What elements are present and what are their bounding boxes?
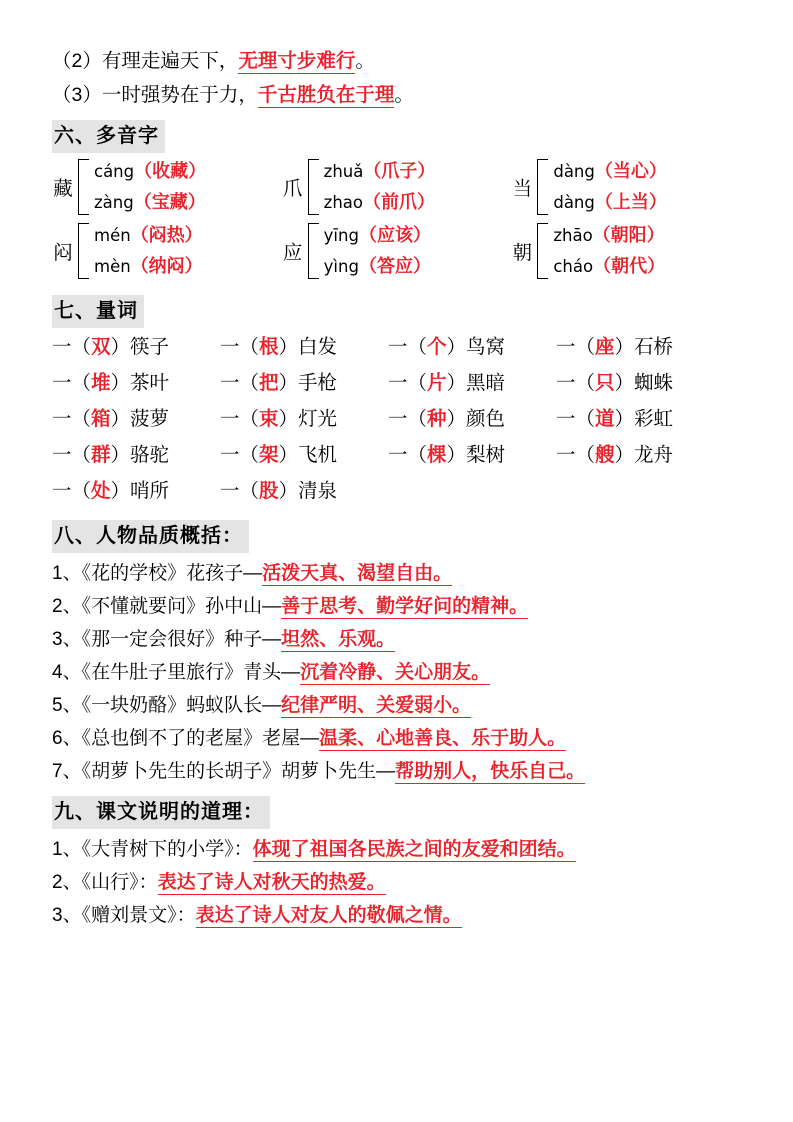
liangci-post: ）清泉 bbox=[278, 480, 338, 502]
liangci-word: 群 bbox=[91, 444, 111, 466]
item-number: 2、 bbox=[52, 596, 82, 617]
duoyinzi-reading bbox=[94, 190, 206, 215]
liangci-item bbox=[220, 332, 388, 362]
item-text: 《不懂就要问》孙中山— bbox=[81, 596, 282, 617]
pinyin: mèn bbox=[94, 257, 131, 276]
sentence-answer: 无理寸步难行 bbox=[238, 50, 356, 72]
liangci-item bbox=[52, 476, 220, 506]
liangci-post: ）骆驼 bbox=[110, 444, 170, 466]
item-text: 《花的学校》花孩子— bbox=[81, 563, 263, 584]
duoyinzi-word: （收藏） bbox=[134, 161, 207, 181]
duoyinzi-reading bbox=[324, 223, 431, 248]
sentence-prefix: （2）有理走遍天下， bbox=[52, 50, 239, 72]
duoyinzi-item bbox=[282, 159, 512, 215]
liangci-word: 棵 bbox=[427, 444, 447, 466]
item-answer: 坦然、乐观。 bbox=[281, 629, 396, 650]
pinyin: zhao bbox=[323, 193, 363, 212]
duoyinzi-row bbox=[52, 159, 741, 215]
item-answer: 纪律严明、关爱弱小。 bbox=[281, 695, 472, 716]
item-number: 5、 bbox=[52, 695, 82, 716]
liangci-pre: 一（ bbox=[220, 480, 260, 502]
liangci-post: ）鸟窝 bbox=[446, 336, 506, 358]
liangci-word: 双 bbox=[91, 336, 111, 358]
item-answer: 帮助别人，快乐自己。 bbox=[395, 761, 586, 782]
pinyin: zhuǎ bbox=[323, 162, 364, 181]
liangci-post: ）白发 bbox=[278, 336, 338, 358]
pinyin: mén bbox=[94, 226, 131, 245]
duoyinzi-item bbox=[52, 223, 282, 279]
liangci-pre: 一（ bbox=[52, 336, 92, 358]
pinyin: yīng bbox=[323, 226, 359, 245]
item-number: 2、 bbox=[52, 872, 82, 893]
liangci-post: ）飞机 bbox=[278, 444, 338, 466]
liangci-post: ）哨所 bbox=[110, 480, 170, 502]
liangci-item bbox=[556, 404, 724, 434]
duoyinzi-reading bbox=[553, 223, 665, 248]
liangci-pre: 一（ bbox=[388, 336, 428, 358]
daoli-item bbox=[52, 833, 741, 866]
duoyinzi-reading bbox=[324, 190, 436, 215]
liangci-pre: 一（ bbox=[52, 444, 92, 466]
section-heading-liangci: 七、量词 bbox=[52, 295, 144, 328]
liangci-row bbox=[52, 368, 741, 398]
liangci-pre: 一（ bbox=[220, 336, 260, 358]
liangci-word: 座 bbox=[595, 336, 615, 358]
brace-icon bbox=[78, 223, 89, 279]
duoyinzi-reading bbox=[94, 223, 203, 248]
liangci-word: 根 bbox=[259, 336, 279, 358]
liangci-post: ）彩虹 bbox=[614, 408, 674, 430]
liangci-post: ）茶叶 bbox=[110, 372, 170, 394]
item-answer: 温柔、心地善良、乐于助人。 bbox=[319, 728, 567, 749]
duoyinzi-word: （纳闷） bbox=[130, 256, 203, 276]
liangci-word: 束 bbox=[259, 408, 279, 430]
liangci-item bbox=[388, 368, 556, 398]
brace-icon bbox=[537, 159, 548, 215]
liangci-row bbox=[52, 440, 741, 470]
pinyin: dàng bbox=[553, 193, 595, 212]
item-number: 1、 bbox=[52, 563, 82, 584]
sentence-suffix: 。 bbox=[394, 84, 414, 106]
duoyinzi-item bbox=[52, 159, 282, 215]
brace-icon bbox=[537, 223, 548, 279]
item-answer: 活泼天真、渴望自由。 bbox=[262, 563, 453, 584]
liangci-block bbox=[52, 332, 741, 506]
liangci-post: ）颜色 bbox=[446, 408, 506, 430]
brace-icon bbox=[308, 159, 319, 215]
liangci-post: ）蜘蛛 bbox=[614, 372, 674, 394]
renwu-block bbox=[52, 557, 741, 788]
liangci-post: ）菠萝 bbox=[110, 408, 170, 430]
liangci-post: ）灯光 bbox=[278, 408, 338, 430]
liangci-pre: 一（ bbox=[388, 408, 428, 430]
duoyinzi-char: 朝 bbox=[512, 242, 533, 264]
duoyinzi-reading bbox=[553, 159, 667, 184]
liangci-item bbox=[556, 332, 724, 362]
sentence-suffix: 。 bbox=[355, 50, 375, 72]
liangci-row bbox=[52, 404, 741, 434]
pinyin: cáng bbox=[94, 162, 135, 181]
duoyinzi-char: 当 bbox=[512, 178, 533, 200]
pinyin: zàng bbox=[94, 193, 134, 212]
liangci-item bbox=[388, 440, 556, 470]
liangci-item bbox=[52, 440, 220, 470]
liangci-pre: 一（ bbox=[220, 408, 260, 430]
liangci-row bbox=[52, 332, 741, 362]
section-heading-daoli: 九、课文说明的道理： bbox=[52, 796, 270, 829]
liangci-word: 把 bbox=[259, 372, 279, 394]
sentence-prefix: （3）一时强势在于力， bbox=[52, 84, 258, 106]
liangci-pre: 一（ bbox=[556, 444, 596, 466]
duoyinzi-char: 藏 bbox=[53, 178, 73, 200]
liangci-word: 个 bbox=[427, 336, 447, 358]
liangci-item bbox=[556, 368, 724, 398]
liangci-post: ）手枪 bbox=[278, 372, 338, 394]
liangci-post: ）梨树 bbox=[446, 444, 506, 466]
renwu-item bbox=[52, 755, 741, 788]
item-text: 《一块奶酪》蚂蚁队长— bbox=[81, 695, 282, 716]
liangci-item bbox=[52, 368, 220, 398]
item-text: 《那一定会很好》种子— bbox=[81, 629, 282, 650]
liangci-word: 艘 bbox=[595, 444, 615, 466]
liangci-pre: 一（ bbox=[220, 444, 260, 466]
renwu-item bbox=[52, 590, 741, 623]
liangci-word: 只 bbox=[595, 372, 615, 394]
duoyinzi-reading bbox=[553, 254, 665, 279]
section-heading-renwu: 八、人物品质概括： bbox=[52, 520, 249, 553]
liangci-pre: 一（ bbox=[52, 372, 92, 394]
liangci-item bbox=[388, 332, 556, 362]
item-answer: 表达了诗人对友人的敬佩之情。 bbox=[195, 905, 462, 926]
brace-icon bbox=[308, 223, 319, 279]
liangci-pre: 一（ bbox=[220, 372, 260, 394]
liangci-pre: 一（ bbox=[556, 408, 596, 430]
renwu-item bbox=[52, 656, 741, 689]
liangci-word: 种 bbox=[427, 408, 447, 430]
liangci-post: ）龙舟 bbox=[614, 444, 674, 466]
daoli-item bbox=[52, 899, 741, 932]
liangci-post: ）黑暗 bbox=[446, 372, 506, 394]
pinyin: dàng bbox=[553, 162, 595, 181]
duoyinzi-word: （朝阳） bbox=[592, 225, 665, 245]
liangci-word: 股 bbox=[259, 480, 279, 502]
item-text: 《胡萝卜先生的长胡子》胡萝卜先生— bbox=[81, 761, 396, 782]
item-text: 《山行》： bbox=[81, 872, 158, 893]
duoyinzi-char: 爪 bbox=[282, 178, 303, 200]
duoyinzi-word: （应该） bbox=[358, 225, 431, 245]
item-number: 3、 bbox=[52, 905, 82, 926]
liangci-item bbox=[220, 404, 388, 434]
item-number: 7、 bbox=[52, 761, 82, 782]
liangci-word: 架 bbox=[259, 444, 279, 466]
duoyinzi-word: （爪子） bbox=[363, 161, 436, 181]
liangci-pre: 一（ bbox=[52, 480, 92, 502]
duoyinzi-word: （朝代） bbox=[593, 256, 666, 276]
sentence-line bbox=[52, 78, 741, 112]
liangci-item bbox=[220, 440, 388, 470]
duoyinzi-char: 闷 bbox=[53, 242, 73, 264]
liangci-post: ）石桥 bbox=[614, 336, 674, 358]
liangci-item bbox=[52, 404, 220, 434]
pinyin: yìng bbox=[323, 257, 359, 276]
liangci-pre: 一（ bbox=[52, 408, 92, 430]
liangci-row bbox=[52, 476, 741, 506]
liangci-pre: 一（ bbox=[388, 444, 428, 466]
daoli-block bbox=[52, 833, 741, 932]
sentence-line bbox=[52, 44, 741, 78]
duoyinzi-word: （前爪） bbox=[363, 192, 435, 212]
duoyinzi-item bbox=[511, 223, 741, 279]
liangci-pre: 一（ bbox=[388, 372, 428, 394]
duoyinzi-block bbox=[52, 159, 741, 279]
item-text: 《大青树下的小学》： bbox=[81, 839, 253, 860]
duoyinzi-reading bbox=[94, 254, 203, 279]
liangci-pre: 一（ bbox=[556, 372, 596, 394]
liangci-item bbox=[220, 368, 388, 398]
duoyinzi-item bbox=[511, 159, 741, 215]
renwu-item bbox=[52, 722, 741, 755]
pinyin: cháo bbox=[553, 257, 594, 276]
liangci-item bbox=[388, 404, 556, 434]
duoyinzi-reading bbox=[94, 159, 206, 184]
liangci-word: 堆 bbox=[91, 372, 111, 394]
item-number: 4、 bbox=[52, 662, 82, 683]
liangci-word: 箱 bbox=[91, 408, 111, 430]
item-answer: 善于思考、勤学好问的精神。 bbox=[281, 596, 529, 617]
item-answer: 体现了祖国各民族之间的友爱和团结。 bbox=[252, 839, 576, 860]
duoyinzi-word: （答应） bbox=[358, 256, 431, 276]
sentence-answer: 千古胜负在于理 bbox=[257, 84, 395, 106]
section-heading-duoyinzi: 六、多音字 bbox=[52, 120, 165, 153]
liangci-word: 道 bbox=[595, 408, 615, 430]
renwu-item bbox=[52, 557, 741, 590]
duoyinzi-word: （闷热） bbox=[130, 225, 203, 245]
renwu-item bbox=[52, 689, 741, 722]
item-answer: 表达了诗人对秋天的热爱。 bbox=[157, 872, 386, 893]
item-text: 《赠刘景文》： bbox=[81, 905, 196, 926]
item-number: 1、 bbox=[52, 839, 82, 860]
liangci-item bbox=[556, 440, 724, 470]
item-answer: 沉着冷静、关心朋友。 bbox=[300, 662, 491, 683]
duoyinzi-word: （当心） bbox=[594, 161, 667, 181]
item-number: 6、 bbox=[52, 728, 82, 749]
duoyinzi-char: 应 bbox=[282, 242, 303, 264]
duoyinzi-row bbox=[52, 223, 741, 279]
item-text: 《总也倒不了的老屋》老屋— bbox=[81, 728, 320, 749]
liangci-item bbox=[52, 332, 220, 362]
top-sentences-block bbox=[52, 44, 741, 112]
liangci-item bbox=[220, 476, 388, 506]
liangci-word: 处 bbox=[91, 480, 111, 502]
duoyinzi-word: （上当） bbox=[594, 192, 667, 212]
duoyinzi-word: （宝藏） bbox=[133, 192, 206, 212]
liangci-post: ）筷子 bbox=[110, 336, 170, 358]
pinyin: zhāo bbox=[553, 226, 593, 245]
duoyinzi-reading bbox=[324, 254, 431, 279]
brace-icon bbox=[78, 159, 89, 215]
item-number: 3、 bbox=[52, 629, 82, 650]
item-text: 《在牛肚子里旅行》青头— bbox=[81, 662, 301, 683]
renwu-item bbox=[52, 623, 741, 656]
duoyinzi-reading bbox=[324, 159, 436, 184]
liangci-pre: 一（ bbox=[556, 336, 596, 358]
liangci-word: 片 bbox=[427, 372, 447, 394]
daoli-item bbox=[52, 866, 741, 899]
duoyinzi-reading bbox=[553, 190, 667, 215]
duoyinzi-item bbox=[282, 223, 512, 279]
